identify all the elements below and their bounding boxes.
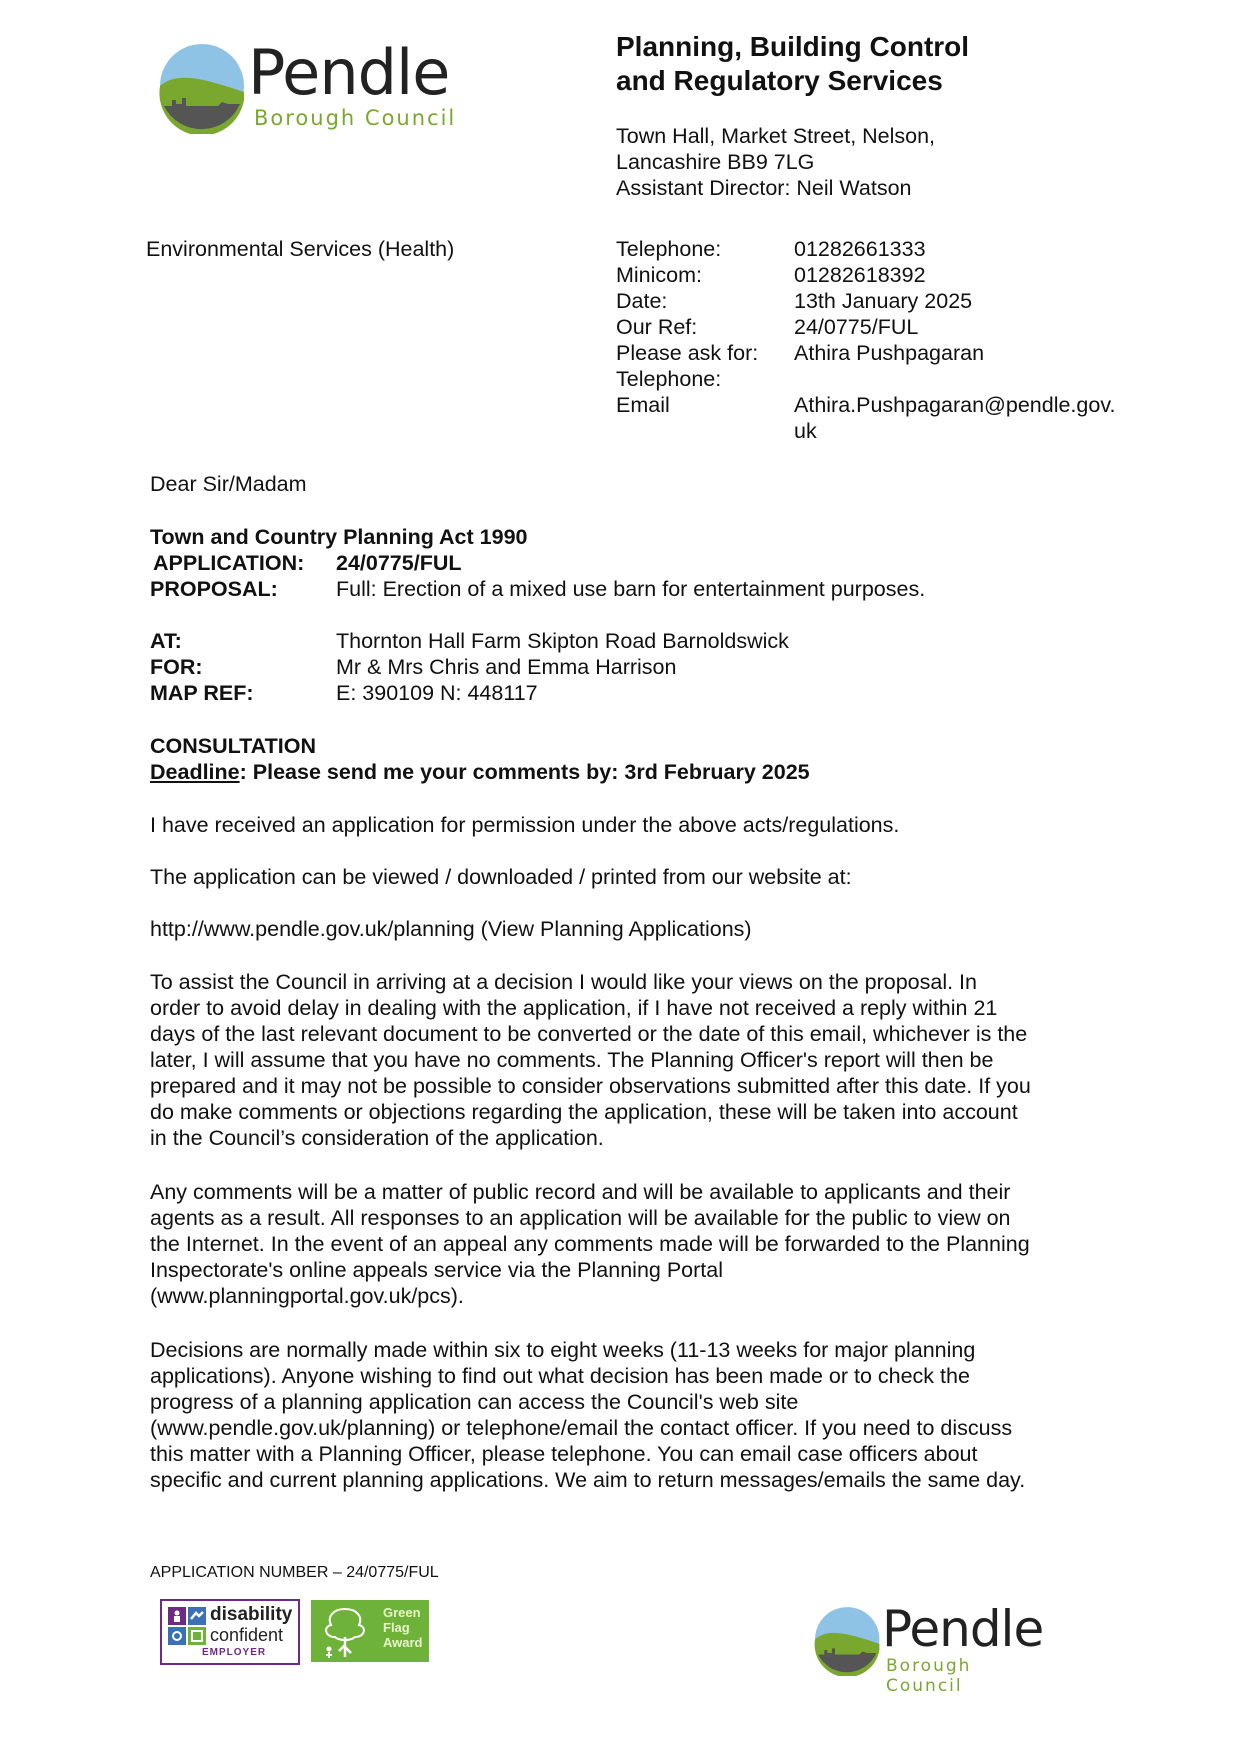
pendle-logo-icon bbox=[158, 40, 248, 134]
paragraph-line: applications). Anyone wishing to find out what decision has been made or to check the bbox=[150, 1364, 970, 1388]
body-paragraph-5 bbox=[150, 1179, 1030, 1309]
mapref-value: E: 390109 N: 448117 bbox=[336, 681, 538, 705]
act-title: Town and Country Planning Act 1990 bbox=[150, 525, 528, 549]
contact-label: Telephone: bbox=[616, 367, 722, 391]
green-flag-line1: Green bbox=[383, 1605, 421, 1620]
consultation-title: CONSULTATION bbox=[150, 734, 317, 758]
disability-confident-icon bbox=[168, 1607, 208, 1647]
for-value: Mr & Mrs Chris and Emma Harrison bbox=[336, 655, 677, 679]
contact-label: Telephone: bbox=[616, 237, 722, 261]
paragraph-line: To assist the Council in arriving at a decision I would like your views on the proposal. In bbox=[150, 970, 977, 994]
contact-value: Athira Pushpagaran bbox=[794, 341, 985, 365]
application-value: 24/0775/FUL bbox=[336, 551, 462, 575]
disability-text-line3: EMPLOYER bbox=[202, 1647, 267, 1658]
proposal-value: Full: Erection of a mixed use barn for entertainment purposes. bbox=[336, 577, 926, 601]
deadline-word: Deadline bbox=[150, 760, 240, 784]
body-paragraph-2: The application can be viewed / downloaded / printed from our website at: bbox=[150, 865, 852, 889]
department-line1: Planning, Building Control bbox=[616, 31, 970, 62]
paragraph-line: the Internet. In the event of an appeal any comments made will be forwarded to the Planning bbox=[150, 1232, 1030, 1256]
paragraph-line: (www.planningportal.gov.uk/pcs). bbox=[150, 1284, 464, 1308]
contact-label: Minicom: bbox=[616, 263, 703, 287]
paragraph-line: Any comments will be a matter of public record and will be available to applicants and their bbox=[150, 1180, 1011, 1204]
paragraph-line: (www.pendle.gov.uk/planning) or telephone/email the contact officer. If you need to discuss bbox=[150, 1416, 1013, 1440]
deadline-text: : Please send me your comments by: 3rd February 2025 bbox=[239, 760, 810, 784]
assistant-director: Assistant Director: Neil Watson bbox=[616, 176, 912, 200]
address-line2: Lancashire BB9 7LG bbox=[616, 150, 815, 174]
salutation: Dear Sir/Madam bbox=[150, 472, 307, 496]
disability-text-line1: disability bbox=[210, 1604, 293, 1625]
logo-sub: Borough Council bbox=[254, 106, 457, 130]
contact-value: 01282661333 bbox=[794, 237, 926, 261]
website-link[interactable]: http://www.pendle.gov.uk/planning (View Planning Applications) bbox=[150, 917, 752, 941]
disability-text-line2: confident bbox=[210, 1625, 284, 1645]
paragraph-line: this matter with a Planning Officer, please telephone. You can email case officers about bbox=[150, 1442, 978, 1466]
at-value: Thornton Hall Farm Skipton Road Barnoldswick bbox=[336, 629, 789, 653]
contact-label: Email bbox=[616, 393, 670, 417]
tree-icon bbox=[315, 1601, 375, 1661]
body-paragraph-1: I have received an application for permission under the above acts/regulations. bbox=[150, 813, 900, 837]
contact-label: Our Ref: bbox=[616, 315, 698, 339]
footer-application-number: APPLICATION NUMBER – 24/0775/FUL bbox=[150, 1564, 439, 1581]
paragraph-line: agents as a result. All responses to an application will be available for the public to view on bbox=[150, 1206, 1011, 1230]
department-heading bbox=[616, 30, 969, 98]
for-label: FOR: bbox=[150, 655, 203, 679]
paragraph-line: later, I will assume that you have no comments. The Planning Officer's report will then be bbox=[150, 1048, 994, 1072]
contact-value: 24/0775/FUL bbox=[794, 315, 919, 339]
recipient: Environmental Services (Health) bbox=[146, 237, 455, 261]
paragraph-line: in the Council’s consideration of the application. bbox=[150, 1126, 604, 1150]
contact-label: Please ask for: bbox=[616, 341, 759, 365]
disability-confident-badge bbox=[160, 1599, 300, 1665]
contact-details bbox=[616, 236, 1156, 446]
logo-word: Pendle bbox=[248, 36, 450, 109]
contact-email[interactable]: Athira.Pushpagaran@pendle.gov. bbox=[794, 393, 1116, 417]
paragraph-line: order to avoid delay in dealing with the application, if I have not received a reply within 21 bbox=[150, 996, 998, 1020]
green-flag-award-badge bbox=[311, 1600, 429, 1662]
logo-sub-footer: Borough Council bbox=[886, 1656, 972, 1696]
pendle-logo-footer-icon bbox=[812, 1604, 884, 1676]
pendle-logo bbox=[158, 36, 458, 136]
contact-value: 01282618392 bbox=[794, 263, 926, 287]
contact-value: 13th January 2025 bbox=[794, 289, 973, 313]
green-flag-line3: Award bbox=[383, 1635, 423, 1650]
paragraph-line: Inspectorate's online appeals service via the Planning Portal bbox=[150, 1258, 724, 1282]
application-details bbox=[150, 550, 1150, 706]
deadline-line bbox=[150, 759, 810, 785]
green-flag-line2: Flag bbox=[383, 1620, 410, 1635]
address-block bbox=[616, 123, 935, 201]
application-label: APPLICATION: bbox=[153, 551, 305, 575]
paragraph-line: Decisions are normally made within six to eight weeks (11-13 weeks for major planning bbox=[150, 1338, 976, 1362]
body-paragraph-4 bbox=[150, 969, 1031, 1151]
logo-word-footer: Pendle bbox=[882, 1600, 1044, 1658]
proposal-label: PROPOSAL: bbox=[150, 577, 278, 601]
pendle-logo-footer bbox=[812, 1600, 1052, 1696]
mapref-label: MAP REF: bbox=[150, 681, 254, 705]
paragraph-line: days of the last relevant document to be converted or the date of this email, whichever is the bbox=[150, 1022, 1028, 1046]
paragraph-line: specific and current planning applications. We aim to return messages/emails the same day. bbox=[150, 1468, 1026, 1492]
paragraph-line: do make comments or objections regarding the application, these will be taken into account bbox=[150, 1100, 1018, 1124]
body-paragraph-6 bbox=[150, 1337, 1025, 1493]
contact-label: Date: bbox=[616, 289, 668, 313]
address-line1: Town Hall, Market Street, Nelson, bbox=[616, 124, 936, 148]
department-line2: and Regulatory Services bbox=[616, 65, 943, 96]
contact-email-cont[interactable]: uk bbox=[794, 419, 817, 443]
at-label: AT: bbox=[150, 629, 182, 653]
paragraph-line: progress of a planning application can access the Council's web site bbox=[150, 1390, 799, 1414]
paragraph-line: prepared and it may not be possible to consider observations submitted after this date. If you bbox=[150, 1074, 1031, 1098]
